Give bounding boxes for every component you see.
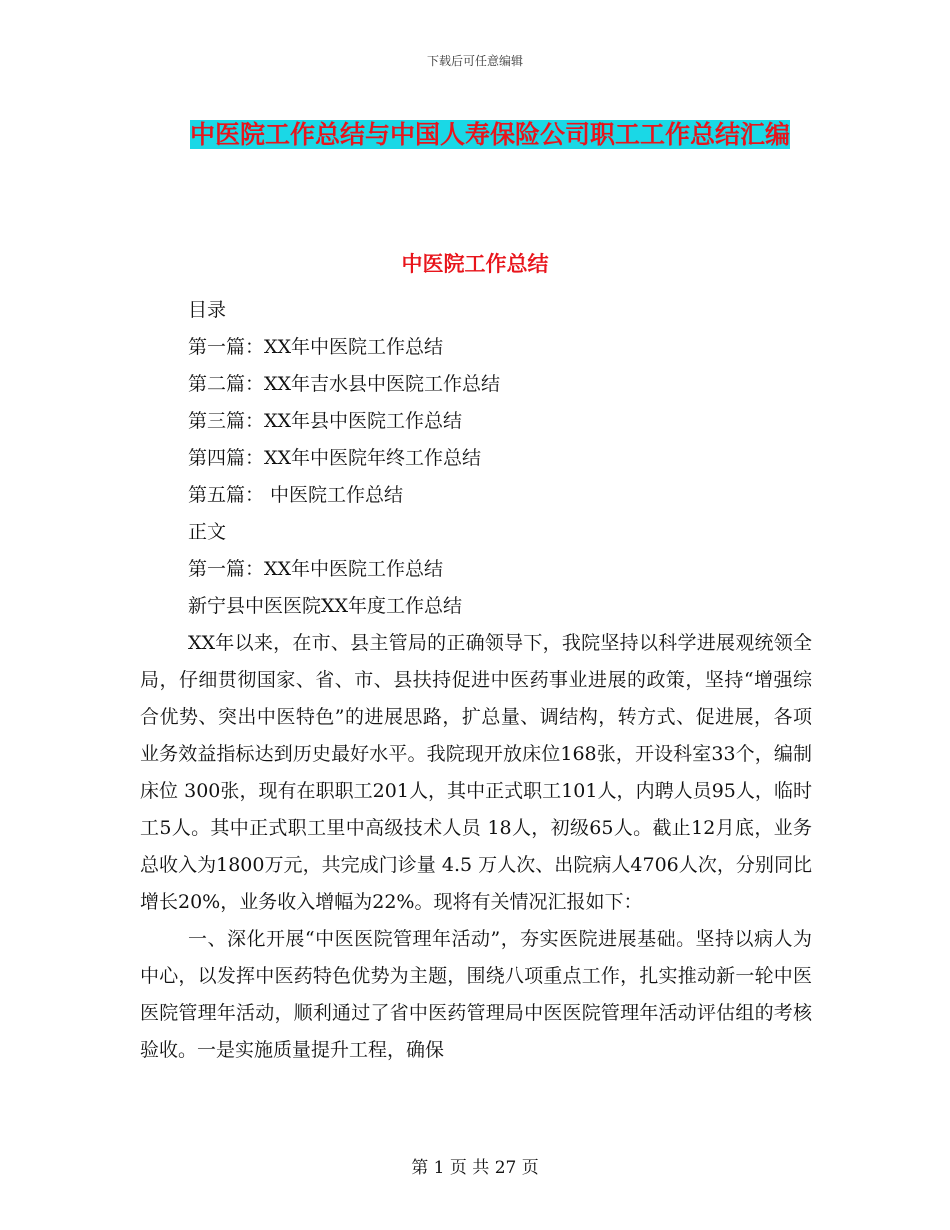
toc-item-5: 第五篇： 中医院工作总结	[188, 484, 404, 506]
toc-item-1: 第一篇：XX年中医院工作总结	[188, 336, 444, 358]
content-heading: 正文	[188, 521, 227, 543]
report-title: 新宁县中医医院XX年度工作总结	[188, 595, 463, 617]
toc-item-4: 第四篇：XX年中医院年终工作总结	[188, 447, 482, 469]
toc-heading: 目录	[188, 299, 227, 321]
paragraph-1: XX年以来，在市、县主管局的正确领导下，我院坚持以科学进展观统领全局，仔细贯彻国家、省、市、县扶持促进中医药事业进展的政策，坚持“增强综合优势、突出中医特色”的进展思路，扩总量、调结构，转方式、促进展，各项业务效益指标达到历史最好水平。我院现开放床位168张，开设科室33个，编制床位 300张，现有在职职工201人，其中正式职工101人，内聘人员95人，临时工5人。其中正式职工里中高级技术人员 18人，初级65人。截止12月底，业务总收入为1800万元，共完成门诊量 4.5 万人次、出院病人4706人次，分别同比增长20%，业务收入增幅为22%。现将有关情况汇报如下：	[140, 632, 812, 913]
paragraph-2: 一、深化开展“中医医院管理年活动”，夯实医院进展基础。坚持以病人为中心，以发挥中医药特色优势为主题，围绕八项重点工作，扎实推动新一轮中医医院管理年活动，顺利通过了省中医药管理局中医医院管理年活动评估组的考核验收。一是实施质量提升工程，确保	[140, 928, 812, 1061]
page-footer: 第 1 页 共 27 页	[411, 1158, 539, 1178]
document-title	[160, 108, 820, 162]
page-header: 下载后可任意编辑	[426, 54, 523, 68]
toc-item-2: 第二篇：XX年吉水县中医院工作总结	[188, 373, 501, 395]
toc-item-3: 第三篇：XX年县中医院工作总结	[188, 410, 463, 432]
section-title: 中医院工作总结	[401, 252, 549, 276]
chapter-title: 第一篇：XX年中医院工作总结	[188, 558, 444, 580]
document-title-text: 中医院工作总结与中国人寿保险公司职工工作总结汇编	[189, 120, 790, 149]
document-body	[140, 292, 812, 1069]
